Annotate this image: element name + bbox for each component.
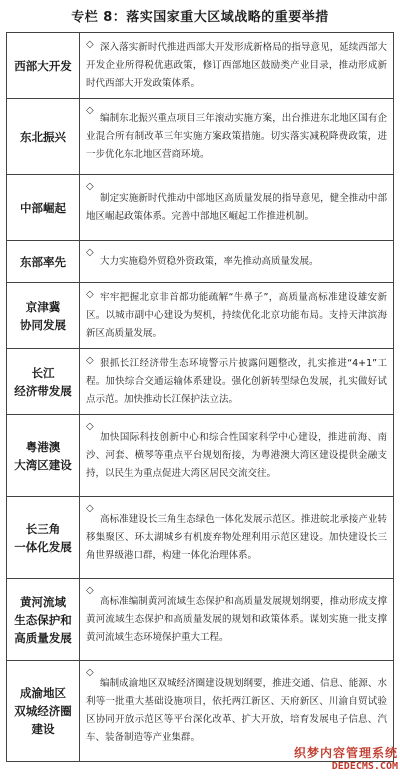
- diamond-bullet-icon: ◇: [86, 585, 94, 596]
- table-row: [7, 33, 394, 99]
- row-text: 加快国际科技创新中心和综合性国家科学中心建设，推进前海、南沙、河套、横琴等重点平台规划衔接，为粤港澳大湾区建设提供金融支持，以民生为重点促进大湾区居民交流交往。: [86, 431, 387, 479]
- table-row: [7, 175, 394, 241]
- diamond-bullet-icon: ◇: [86, 289, 94, 300]
- diamond-bullet-icon: ◇: [86, 667, 94, 678]
- table-row: [7, 579, 394, 661]
- row-label: 成渝地区 双城经济圈 建设: [7, 661, 80, 762]
- diamond-bullet-icon: ◇: [86, 181, 94, 192]
- row-text: 高标准编制黄河流域生态保护和高质量发展规划纲要，推动形成支撑黄河流域生态保护和高质量发展的规划和政策体系。谋划实施一批支撑黄河流域生态环境保护重大工程。: [86, 595, 387, 643]
- row-label: 中部崛起: [7, 175, 80, 241]
- diamond-bullet-icon: ◇: [86, 247, 94, 258]
- row-body: [80, 497, 394, 579]
- row-body: [80, 349, 394, 415]
- page-title: 专栏 8：落实国家重大区域战略的重要举措: [71, 10, 329, 25]
- table-row: [7, 241, 394, 283]
- row-text: 狠抓长江经济带生态环境警示片披露问题整改，扎实推进“4+1”工程。加快综合交通运输体系建设。强化创新转型绿色发展，扎实做好试点示范。加快推动长江保护法立法。: [86, 357, 387, 405]
- measures-table: [6, 32, 394, 762]
- row-body: [80, 579, 394, 661]
- row-text: 制定实施新时代推动中部地区高质量发展的指导意见，健全推动中部地区崛起政策体系。完善中部地区崛起工作推进机制。: [86, 192, 387, 222]
- diamond-bullet-icon: ◇: [86, 355, 94, 366]
- row-text: 高标准建设长三角生态绿色一体化发展示范区。推进皖北承接产业转移集聚区、环太湖城乡有机废弃物处理利用示范区建设。加快建设长三角世界级港口群，构建一体化治理体系。: [86, 513, 387, 561]
- table-row: [7, 497, 394, 579]
- diamond-bullet-icon: ◇: [86, 39, 94, 50]
- row-label: 东部率先: [7, 241, 80, 283]
- row-body: [80, 99, 394, 175]
- watermark-url: DEDECMS.COM: [331, 761, 398, 772]
- row-body: [80, 415, 394, 497]
- row-label: 东北振兴: [7, 99, 80, 175]
- table-row: [7, 283, 394, 349]
- table-row: [7, 415, 394, 497]
- row-label: 西部大开发: [7, 33, 80, 99]
- row-label: 黄河流域 生态保护和 高质量发展: [7, 579, 80, 661]
- row-body: [80, 175, 394, 241]
- table-row: [7, 99, 394, 175]
- row-text: 大力实施稳外贸稳外资政策，率先推动高质量发展。: [100, 255, 319, 267]
- diamond-bullet-icon: ◇: [86, 105, 94, 116]
- row-text: 编制成渝地区双城经济圈建设规划纲要，推进交通、信息、能源、水利等一批重大基础设施项目，依托两江新区、天府新区、川渝自贸试验区协同开放示范区等平台深化改革、扩大开放，培育发展电子信息、汽车、装备制造等产业集群。: [86, 678, 387, 743]
- diamond-bullet-icon: ◇: [86, 421, 94, 432]
- row-text: 牢牢把握北京非首都功能疏解“牛鼻子”，高质量高标准建设雄安新区。以城市副中心建设为契机，持续优化北京功能布局。支持天津滨海新区高质量发展。: [86, 291, 387, 339]
- row-label: 京津冀 协同发展: [7, 283, 80, 349]
- row-label: 长江 经济带发展: [7, 349, 80, 415]
- row-body: [80, 33, 394, 99]
- row-label: 粤港澳 大湾区建设: [7, 415, 80, 497]
- table-row: [7, 349, 394, 415]
- watermark-title: 织梦内容管理系统: [293, 746, 398, 760]
- row-text: 编制东北振兴重点项目三年滚动实施方案，出台推进东北地区国有企业混合所有制改革三年实施方案政策措施。切实落实减税降费政策，进一步优化东北地区营商环境。: [86, 112, 387, 160]
- row-body: [80, 241, 394, 283]
- row-text: 深入落实新时代推进西部大开发形成新格局的指导意见，延续西部大开发企业所得税优惠政策，修订西部地区鼓励类产业目录，推动形成新时代西部大开发政策体系。: [86, 41, 387, 89]
- diamond-bullet-icon: ◇: [86, 503, 94, 514]
- watermark: [294, 747, 398, 773]
- row-label: 长三角 一体化发展: [7, 497, 80, 579]
- row-body: [80, 283, 394, 349]
